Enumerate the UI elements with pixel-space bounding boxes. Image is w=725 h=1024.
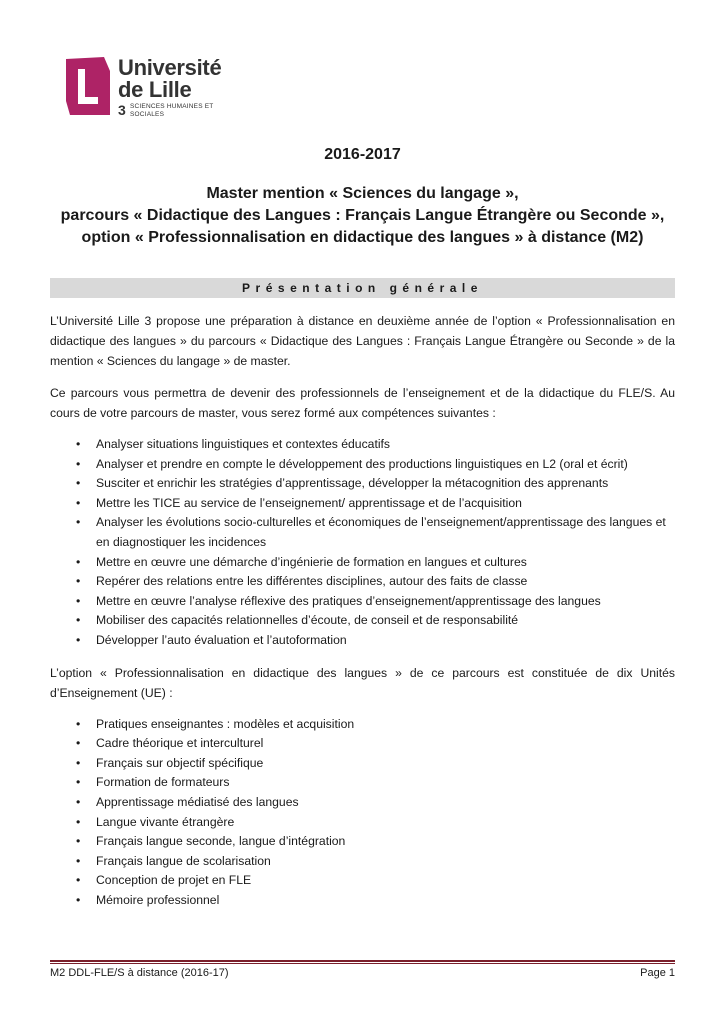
bullet-icon: • bbox=[76, 574, 81, 589]
list-item: • Mettre en œuvre une démarche d’ingénierie de formation en langues et cultures bbox=[50, 553, 675, 573]
section-heading: Présentation générale bbox=[50, 278, 675, 298]
bullet-icon: • bbox=[76, 476, 81, 491]
list-item: • Analyser et prendre en compte le développement des productions linguistiques en L2 (oral et écrit) bbox=[50, 455, 675, 475]
list-item: • Analyser les évolutions socio-culturelles et économiques de l’enseignement/apprentissage des langues et en diagnostiquer les incidences bbox=[76, 515, 666, 549]
logo-line-2: de Lille bbox=[118, 77, 192, 102]
footer-rule bbox=[50, 960, 675, 962]
university-logo bbox=[66, 57, 256, 119]
logo-line-1: Université bbox=[118, 55, 222, 80]
logo-number: 3 bbox=[118, 102, 126, 118]
programme-title-line: Master mention « Sciences du langage », bbox=[206, 185, 519, 202]
list-item: • Susciter et enrichir les stratégies d’apprentissage, développer la métacognition des apprenants bbox=[50, 474, 675, 494]
list-item: • Conception de projet en FLE bbox=[50, 871, 675, 891]
list-item: • Mémoire professionnel bbox=[50, 891, 675, 911]
bullet-icon: • bbox=[76, 554, 81, 569]
units-list bbox=[50, 715, 675, 911]
footer-page-number: Page 1 bbox=[640, 967, 675, 979]
list-item: • Pratiques enseignantes : modèles et acquisition bbox=[50, 715, 675, 735]
bullet-icon: • bbox=[76, 775, 81, 790]
list-item: • Apprentissage médiatisé des langues bbox=[50, 793, 675, 813]
list-item: • Mobiliser des capacités relationnelles d’écoute, de conseil et de responsabilité bbox=[50, 611, 675, 631]
academic-year: 2016-2017 bbox=[324, 146, 401, 163]
bullet-icon: • bbox=[76, 873, 81, 888]
skills-list bbox=[50, 435, 675, 651]
skills-intro-paragraph: Ce parcours vous permettra de devenir des professionnels de l’enseignement et de la didactique du FLE/S. Au cours de votre parcours de master, vous serez formé aux compétences suivantes : bbox=[50, 386, 675, 420]
list-item: • Langue vivante étrangère bbox=[50, 813, 675, 833]
bullet-icon: • bbox=[76, 814, 81, 829]
bullet-icon: • bbox=[76, 632, 81, 647]
list-item: • Formation de formateurs bbox=[50, 773, 675, 793]
bullet-icon: • bbox=[76, 515, 81, 530]
programme-title-line: option « Professionnalisation en didactique des langues » à distance (M2) bbox=[81, 229, 644, 246]
bullet-icon: • bbox=[76, 834, 81, 849]
list-item: • Développer l’auto évaluation et l’autoformation bbox=[50, 631, 675, 651]
bullet-icon: • bbox=[76, 456, 81, 471]
units-intro-paragraph: L’option « Professionnalisation en didactique des langues » de ce parcours est constituée de dix Unités d’Enseignement (UE) : bbox=[50, 665, 675, 700]
bullet-icon: • bbox=[76, 716, 81, 731]
list-item: • Français langue de scolarisation bbox=[50, 852, 675, 872]
bullet-icon: • bbox=[76, 892, 81, 907]
list-item: • Français langue seconde, langue d’intégration bbox=[50, 832, 675, 852]
logo-subtitle: SCIENCES HUMAINES ET SOCIALES bbox=[130, 103, 214, 118]
list-item: • Analyser situations linguistiques et contextes éducatifs bbox=[50, 435, 675, 455]
footer-rule-thin bbox=[50, 963, 675, 964]
bullet-icon: • bbox=[76, 437, 81, 451]
university-logo-mark-icon bbox=[66, 57, 110, 115]
intro-paragraph: L’Université Lille 3 propose une préparation à distance en deuxième année de l’option « Professionnalisation en didactique des langues » du parcours « Didactique des Langues : Français Langue Étrangère ou Seconde » de la mention « Sciences du langage » de master. bbox=[50, 314, 675, 368]
bullet-icon: • bbox=[76, 736, 81, 751]
list-item: • Mettre en œuvre l’analyse réflexive des pratiques d’enseignement/apprentissage des langues bbox=[50, 592, 675, 612]
list-item: • Mettre les TICE au service de l’enseignement/ apprentissage et de l’acquisition bbox=[50, 494, 675, 514]
list-item: • Repérer des relations entre les différentes disciplines, autour des faits de classe bbox=[50, 572, 675, 592]
programme-title-line: parcours « Didactique des Langues : Français Langue Étrangère ou Seconde », bbox=[60, 207, 665, 224]
list-item: • Cadre théorique et interculturel bbox=[50, 734, 675, 754]
bullet-icon: • bbox=[76, 613, 81, 628]
list-item: • Français sur objectif spécifique bbox=[50, 754, 675, 774]
bullet-icon: • bbox=[76, 593, 81, 608]
bullet-icon: • bbox=[76, 853, 81, 868]
bullet-icon: • bbox=[76, 755, 81, 770]
bullet-icon: • bbox=[76, 495, 81, 510]
footer-document-label: M2 DDL-FLE/S à distance (2016-17) bbox=[50, 967, 229, 979]
document-body bbox=[50, 311, 675, 910]
programme-title bbox=[40, 183, 685, 249]
bullet-icon: • bbox=[76, 794, 81, 809]
